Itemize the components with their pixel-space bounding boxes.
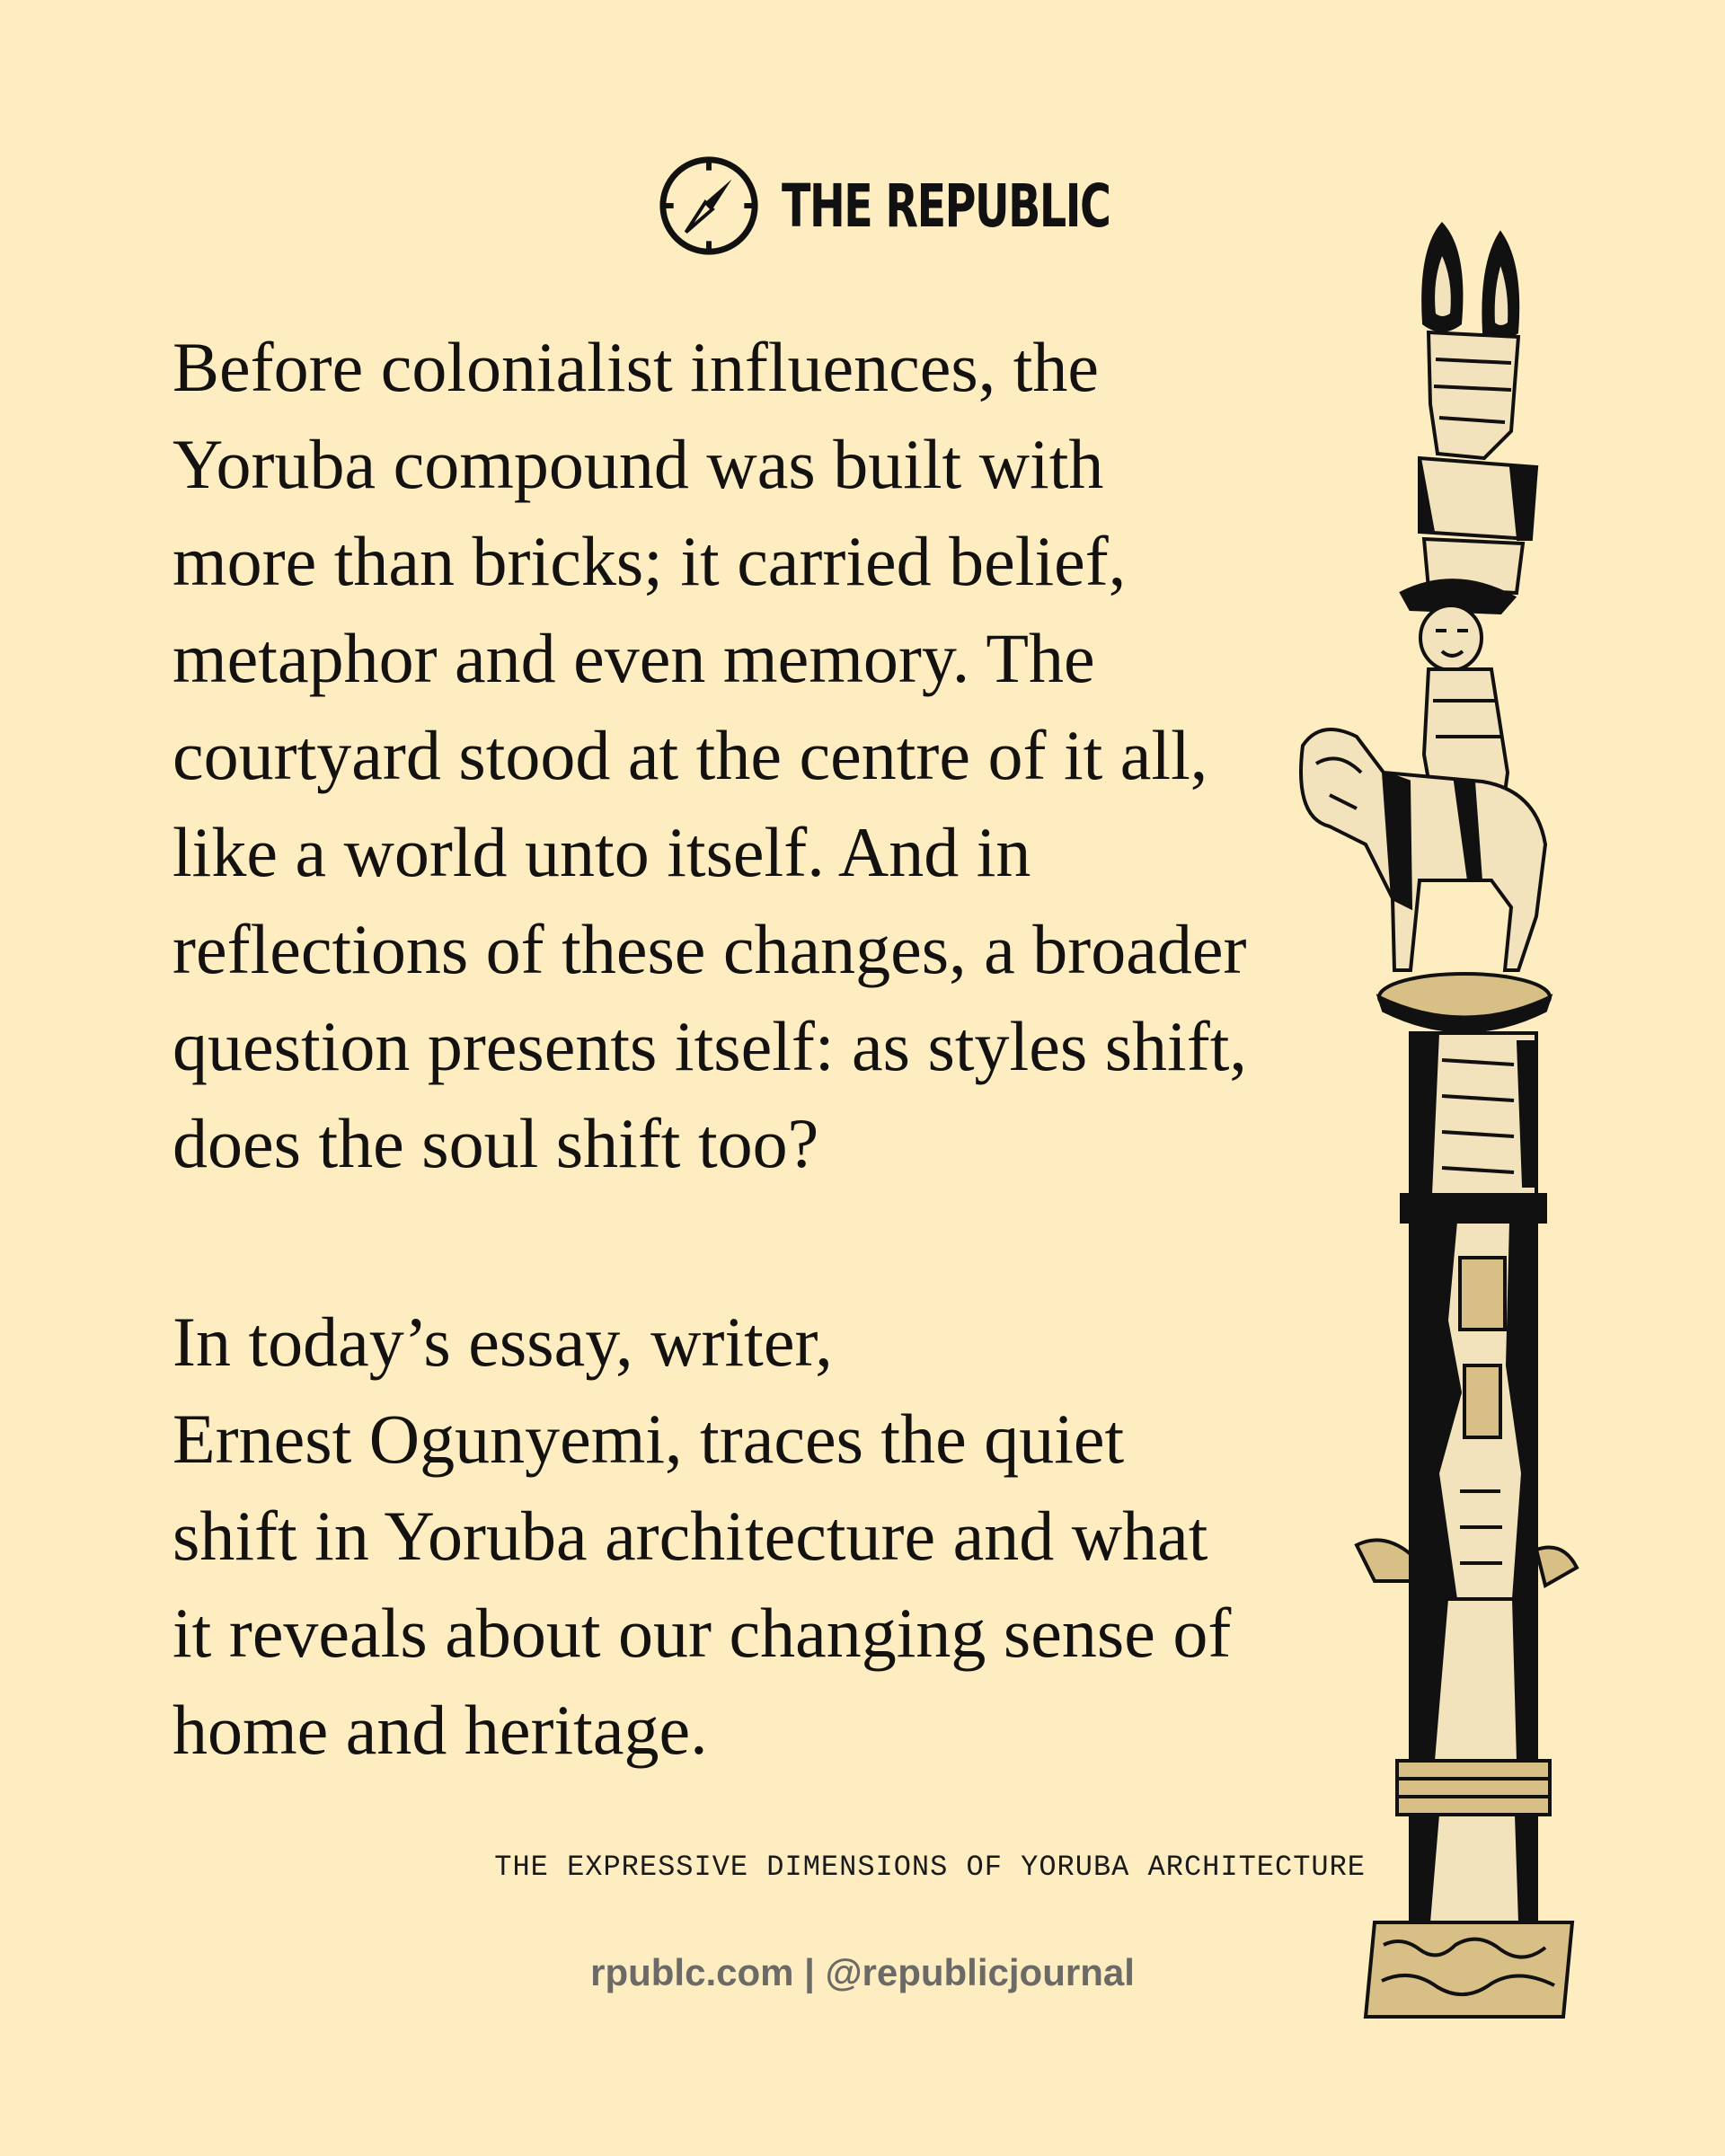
intro-line: reflections of these changes, a broader bbox=[172, 910, 1247, 988]
brand-name: THE REPUBLIC bbox=[782, 171, 1110, 241]
footer-links: rpublc.com | @republicjournal bbox=[590, 1951, 1135, 1993]
essay-line: shift in Yoruba architecture and what bbox=[172, 1497, 1208, 1575]
essay-line: Ernest Ogunyemi, traces the quiet bbox=[172, 1400, 1125, 1478]
intro-line: courtyard stood at the centre of it all, bbox=[172, 716, 1208, 794]
essay-caption: THE EXPRESSIVE DIMENSIONS OF YORUBA ARCHITECTURE bbox=[494, 1851, 1366, 1884]
intro-line: like a world unto itself. And in bbox=[172, 813, 1031, 891]
intro-paragraph bbox=[172, 319, 1305, 1192]
essay-line: home and heritage. bbox=[172, 1691, 708, 1769]
essay-line: it reveals about our changing sense of bbox=[172, 1594, 1232, 1672]
intro-line: does the soul shift too? bbox=[172, 1104, 819, 1182]
essay-paragraph bbox=[172, 1294, 1305, 1779]
compass-icon bbox=[656, 153, 762, 259]
intro-line: Before colonialist influences, the bbox=[172, 328, 1099, 406]
intro-line: Yoruba compound was built with bbox=[172, 425, 1104, 503]
yoruba-carved-staff-illustration bbox=[1276, 198, 1581, 2030]
intro-line: more than bricks; it carried belief, bbox=[172, 522, 1127, 600]
intro-line: question presents itself: as styles shift, bbox=[172, 1007, 1247, 1085]
intro-line: metaphor and even memory. The bbox=[172, 619, 1095, 697]
essay-line: In today’s essay, writer, bbox=[172, 1303, 833, 1381]
